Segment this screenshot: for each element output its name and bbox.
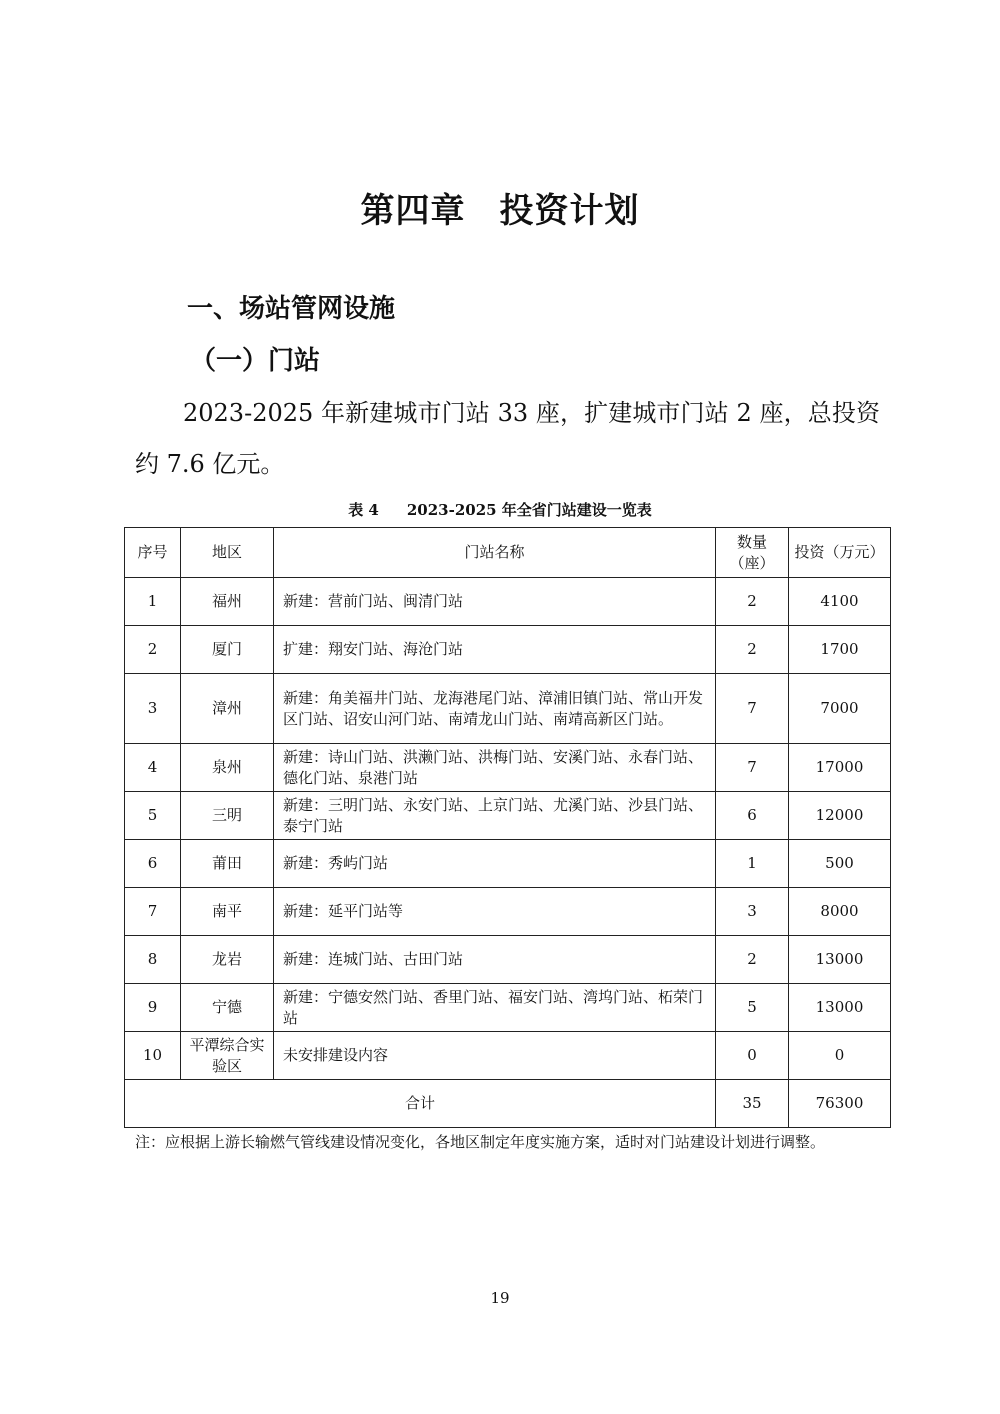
page-number: 19 [490, 1289, 510, 1307]
cell-station-names: 新建：三明门站、永安门站、上京门站、尤溪门站、沙县门站、泰宁门站 [274, 792, 716, 840]
cell-quantity: 2 [716, 578, 789, 626]
chapter-title [0, 183, 1000, 232]
cell-seq: 5 [125, 792, 181, 840]
total-label: 合计 [125, 1080, 716, 1128]
cell-region: 三明 [181, 792, 274, 840]
chapter-number: 第四章 [360, 191, 466, 231]
table-row [125, 674, 891, 744]
cell-region: 龙岩 [181, 936, 274, 984]
table-row [125, 1032, 891, 1080]
cell-seq: 9 [125, 984, 181, 1032]
cell-region: 南平 [181, 888, 274, 936]
cell-quantity: 0 [716, 1032, 789, 1080]
cell-station-names: 新建：秀屿门站 [274, 840, 716, 888]
subsection-heading: （一）门站 [190, 346, 321, 376]
table-row [125, 792, 891, 840]
cell-quantity: 2 [716, 936, 789, 984]
cell-quantity: 6 [716, 792, 789, 840]
cell-seq: 8 [125, 936, 181, 984]
cell-region: 厦门 [181, 626, 274, 674]
header-station-names: 门站名称 [274, 528, 716, 578]
cell-investment: 13000 [789, 936, 891, 984]
table-row [125, 744, 891, 792]
cell-quantity: 3 [716, 888, 789, 936]
cell-station-names: 扩建：翔安门站、海沧门站 [274, 626, 716, 674]
section-heading: 一、场站管网设施 [187, 294, 396, 324]
cell-seq: 3 [125, 674, 181, 744]
total-investment: 76300 [789, 1080, 891, 1128]
cell-seq: 6 [125, 840, 181, 888]
cell-seq: 2 [125, 626, 181, 674]
cell-investment: 8000 [789, 888, 891, 936]
table-total-row [125, 1080, 891, 1128]
cell-seq: 10 [125, 1032, 181, 1080]
gate-station-table [124, 527, 891, 1128]
table-note: 注：应根据上游长输燃气管线建设情况变化，各地区制定年度实施方案，适时对门站建设计划进行调整。 [135, 1133, 826, 1151]
cell-seq: 4 [125, 744, 181, 792]
cell-station-names: 新建：营前门站、闽清门站 [274, 578, 716, 626]
table-row [125, 840, 891, 888]
table-header-row [125, 528, 891, 578]
cell-investment: 17000 [789, 744, 891, 792]
cell-quantity: 5 [716, 984, 789, 1032]
header-quantity: 数量（座） [716, 528, 789, 578]
table-row [125, 984, 891, 1032]
table-caption [0, 499, 1000, 520]
header-investment: 投资（万元） [789, 528, 891, 578]
table-caption-title: 2023-2025 年全省门站建设一览表 [406, 501, 652, 519]
total-quantity: 35 [716, 1080, 789, 1128]
cell-region: 莆田 [181, 840, 274, 888]
cell-seq: 1 [125, 578, 181, 626]
cell-quantity: 7 [716, 674, 789, 744]
cell-station-names: 新建：诗山门站、洪濑门站、洪梅门站、安溪门站、永春门站、德化门站、泉港门站 [274, 744, 716, 792]
cell-region: 漳州 [181, 674, 274, 744]
cell-investment: 7000 [789, 674, 891, 744]
cell-region: 平潭综合实验区 [181, 1032, 274, 1080]
table-row [125, 936, 891, 984]
table-row [125, 578, 891, 626]
table-row [125, 888, 891, 936]
cell-investment: 0 [789, 1032, 891, 1080]
cell-investment: 4100 [789, 578, 891, 626]
cell-station-names: 新建：宁德安然门站、香里门站、福安门站、湾坞门站、柘荣门站 [274, 984, 716, 1032]
cell-investment: 1700 [789, 626, 891, 674]
table-caption-label: 表 4 [348, 501, 379, 519]
cell-region: 福州 [181, 578, 274, 626]
cell-station-names: 新建：连城门站、古田门站 [274, 936, 716, 984]
header-seq: 序号 [125, 528, 181, 578]
cell-quantity: 1 [716, 840, 789, 888]
cell-station-names: 新建：角美福井门站、龙海港尾门站、漳浦旧镇门站、常山开发区门站、诏安山河门站、南靖龙山门站、南靖高新区门站。 [274, 674, 716, 744]
cell-seq: 7 [125, 888, 181, 936]
cell-investment: 12000 [789, 792, 891, 840]
header-region: 地区 [181, 528, 274, 578]
cell-station-names: 新建：延平门站等 [274, 888, 716, 936]
cell-investment: 500 [789, 840, 891, 888]
cell-region: 泉州 [181, 744, 274, 792]
cell-region: 宁德 [181, 984, 274, 1032]
cell-investment: 13000 [789, 984, 891, 1032]
cell-quantity: 7 [716, 744, 789, 792]
cell-quantity: 2 [716, 626, 789, 674]
chapter-name: 投资计划 [499, 191, 640, 231]
body-paragraph: 2023-2025 年新建城市门站 33 座，扩建城市门站 2 座，总投资约 7.6 亿元。 [135, 399, 880, 478]
cell-station-names: 未安排建设内容 [274, 1032, 716, 1080]
table-row [125, 626, 891, 674]
